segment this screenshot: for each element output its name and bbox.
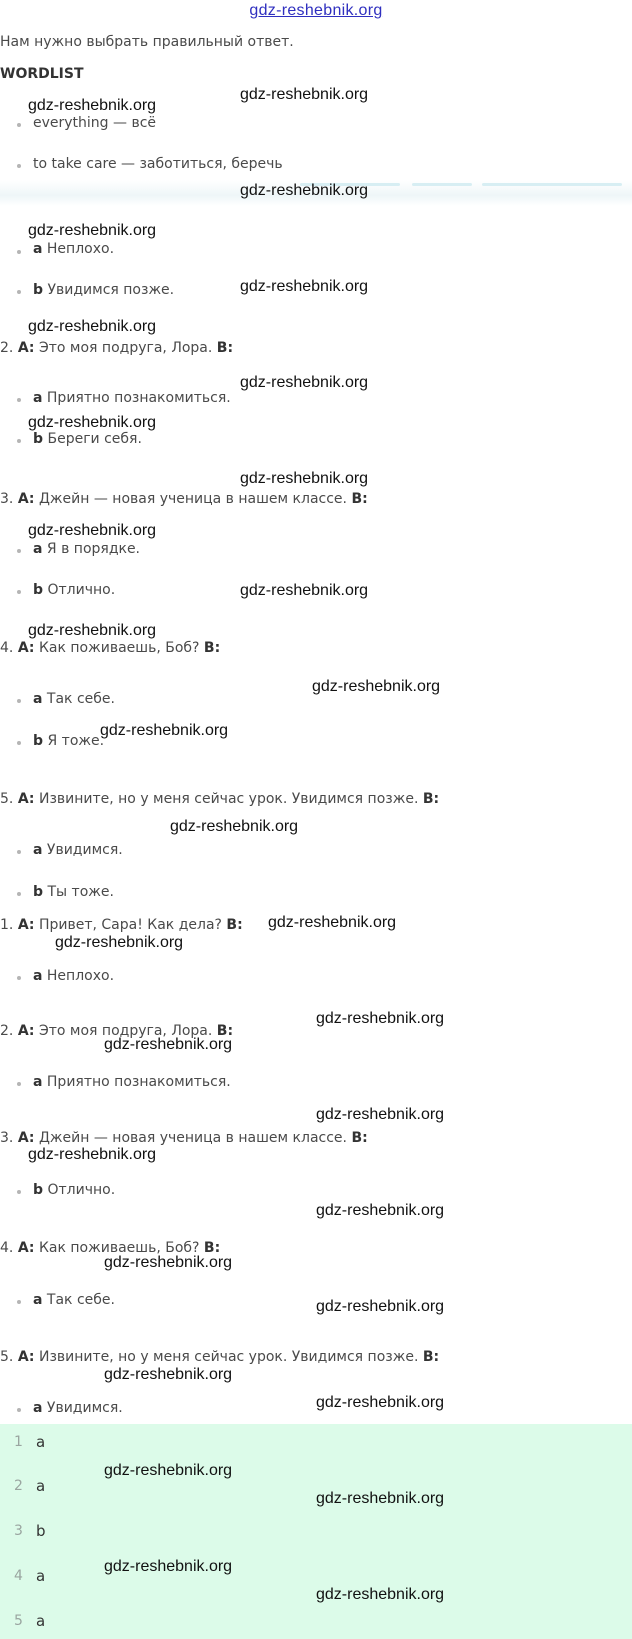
watermark: gdz-reshebnik.org [100,722,229,739]
bullet-icon [17,1408,21,1412]
solution-question-3: 3. A: Джейн — новая ученица в нашем классе. B: [0,1130,368,1146]
watermark: gdz-reshebnik.org [240,582,369,599]
watermark: gdz-reshebnik.org [28,97,157,114]
watermark: gdz-reshebnik.org [316,1586,445,1603]
bullet-icon [17,590,21,594]
option-4b: b Я тоже. [33,733,105,749]
watermark: gdz-reshebnik.org [55,934,184,951]
bullet-icon [17,741,21,745]
bullet-icon [17,549,21,553]
solution-question-1: 1. A: Привет, Сара! Как дела? B: [0,917,243,933]
watermark: gdz-reshebnik.org [104,1462,233,1479]
option-5b: b Ты тоже. [33,884,114,900]
watermark: gdz-reshebnik.org [312,678,441,695]
bullet-icon [17,1082,21,1086]
option-2b: b Береги себя. [33,431,142,447]
bullet-icon [17,250,21,254]
bullet-icon [17,123,21,127]
question-4: 4. A: Как поживаешь, Боб? B: [0,640,221,656]
watermark: gdz-reshebnik.org [28,222,157,239]
site-link[interactable]: gdz-reshebnik.org [249,2,383,19]
watermark: gdz-reshebnik.org [316,1106,445,1123]
solution-answer-5: a Увидимся. [33,1400,123,1416]
option-1a: a Неплохо. [33,241,115,257]
question-2: 2. A: Это моя подруга, Лора. B: [0,340,234,356]
watermark: gdz-reshebnik.org [104,1558,233,1575]
answer-value: a [36,1477,46,1495]
bullet-icon [17,1300,21,1304]
option-1b: b Увидимся позже. [33,282,175,298]
solution-question-4: 4. A: Как поживаешь, Боб? B: [0,1240,221,1256]
answer-number: 4 [14,1568,23,1584]
bullet-icon [17,1190,21,1194]
watermark: gdz-reshebnik.org [28,414,157,431]
bullet-icon [17,976,21,980]
watermark: gdz-reshebnik.org [240,278,369,295]
watermark: gdz-reshebnik.org [240,86,369,103]
answer-value: a [36,1612,46,1630]
watermark: gdz-reshebnik.org [240,374,369,391]
option-5a: a Увидимся. [33,842,123,858]
watermark: gdz-reshebnik.org [316,1490,445,1507]
bullet-icon [17,850,21,854]
watermark: gdz-reshebnik.org [28,622,157,639]
wordlist-item: to take care — заботиться, беречь [33,156,283,172]
watermark: gdz-reshebnik.org [170,818,299,835]
watermark: gdz-reshebnik.org [316,1298,445,1315]
answer-key-box [0,1424,632,1639]
solution-question-5: 5. A: Извините, но у меня сейчас урок. Увидимся позже. B: [0,1349,440,1365]
solution-answer-2: a Приятно познакомиться. [33,1074,231,1090]
wordlist-item: everything — всё [33,115,157,131]
answer-number: 3 [14,1523,23,1539]
option-2a: a Приятно познакомиться. [33,390,231,406]
answer-number: 5 [14,1613,23,1629]
option-4a: a Так себе. [33,691,115,707]
bullet-icon [17,892,21,896]
watermark: gdz-reshebnik.org [104,1366,233,1383]
question-5: 5. A: Извините, но у меня сейчас урок. Увидимся позже. B: [0,791,440,807]
watermark: gdz-reshebnik.org [28,1146,157,1163]
watermark: gdz-reshebnik.org [316,1394,445,1411]
bullet-icon [17,699,21,703]
watermark: gdz-reshebnik.org [104,1254,233,1271]
watermark: gdz-reshebnik.org [28,522,157,539]
bullet-icon [17,398,21,402]
watermark: gdz-reshebnik.org [316,1010,445,1027]
bullet-icon [17,164,21,168]
answer-value: a [36,1433,46,1451]
watermark: gdz-reshebnik.org [104,1036,233,1053]
solution-answer-3: b Отлично. [33,1182,116,1198]
answer-value: b [36,1522,46,1540]
answer-number: 2 [14,1478,23,1494]
solution-answer-4: a Так себе. [33,1292,115,1308]
watermark: gdz-reshebnik.org [316,1202,445,1219]
bullet-icon [17,439,21,443]
bullet-icon [17,290,21,294]
question-3: 3. A: Джейн — новая ученица в нашем классе. B: [0,491,368,507]
answer-value: a [36,1567,46,1585]
watermark: gdz-reshebnik.org [240,182,369,199]
solution-answer-1: a Неплохо. [33,968,115,984]
wordlist-heading: WORDLIST [0,66,84,82]
answer-number: 1 [14,1434,23,1450]
option-3b: b Отлично. [33,582,116,598]
solution-question-2: 2. A: Это моя подруга, Лора. B: [0,1023,234,1039]
option-3a: a Я в порядке. [33,541,141,557]
watermark: gdz-reshebnik.org [268,914,397,931]
watermark: gdz-reshebnik.org [240,470,369,487]
intro-text: Нам нужно выбрать правильный ответ. [0,34,294,50]
watermark: gdz-reshebnik.org [28,318,157,335]
